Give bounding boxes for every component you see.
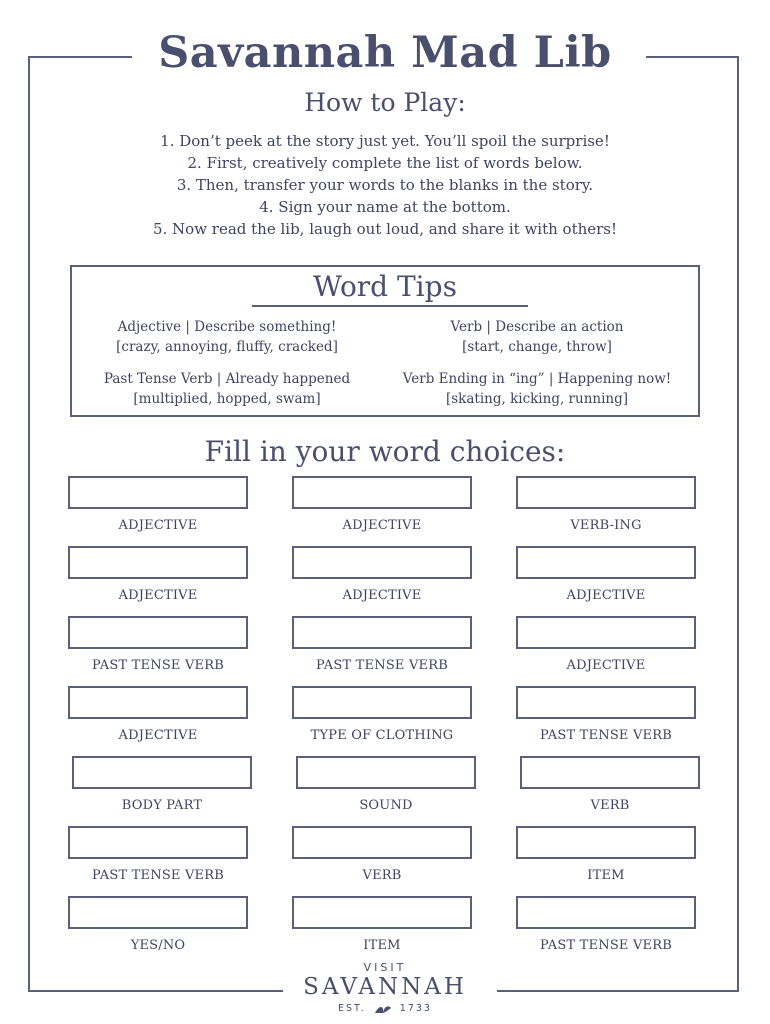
tip-examples: [skating, kicking, running] xyxy=(445,391,629,407)
tip-definition: Adjective | Describe something! xyxy=(117,319,337,335)
how-to-play-heading: How to Play: xyxy=(304,88,466,117)
word-input-label: YES/NO xyxy=(130,938,186,953)
word-tips-title: Word Tips xyxy=(313,270,457,303)
step-item: 3. Then, transfer your words to the blanks in the story. xyxy=(176,176,594,194)
word-input-box[interactable] xyxy=(520,756,700,789)
leaf-icon xyxy=(374,1004,392,1014)
step-item: 1. Don’t peek at the story just yet. You’ll spoil the surprise! xyxy=(160,132,610,150)
word-input-box[interactable] xyxy=(68,826,248,859)
word-input-label: VERB xyxy=(362,868,402,883)
word-input-label: ITEM xyxy=(587,868,625,883)
word-input-box[interactable] xyxy=(296,756,476,789)
logo-visit-text: VISIT xyxy=(363,961,407,974)
word-input-box[interactable] xyxy=(292,546,472,579)
word-input-box[interactable] xyxy=(292,476,472,509)
word-input-label: PAST TENSE VERB xyxy=(540,728,672,743)
word-input-label: VERB-ING xyxy=(570,518,642,533)
word-input-label: VERB xyxy=(590,798,630,813)
word-input-box[interactable] xyxy=(516,686,696,719)
word-input-label: ADJECTIVE xyxy=(566,658,646,673)
word-input-label: BODY PART xyxy=(121,798,203,813)
word-input-label: PAST TENSE VERB xyxy=(92,868,224,883)
step-item: 2. First, creatively complete the list of words below. xyxy=(187,154,583,172)
fill-in-heading: Fill in your word choices: xyxy=(204,435,566,468)
frame-bottom-left-line xyxy=(28,990,283,992)
step-item: 4. Sign your name at the bottom. xyxy=(259,198,511,216)
word-input-box[interactable] xyxy=(292,826,472,859)
word-input-label: ADJECTIVE xyxy=(342,588,422,603)
step-item: 5. Now read the lib, laugh out loud, and share it with others! xyxy=(152,220,618,238)
word-input-label: PAST TENSE VERB xyxy=(540,938,672,953)
frame-bottom-right-line xyxy=(497,990,739,992)
tip-definition: Verb Ending in “ing” | Happening now! xyxy=(402,371,672,387)
tip-definition: Verb | Describe an action xyxy=(450,319,624,335)
word-input-box[interactable] xyxy=(292,686,472,719)
word-input-label: PAST TENSE VERB xyxy=(92,658,224,673)
word-input-box[interactable] xyxy=(516,616,696,649)
tip-adjective xyxy=(77,317,377,357)
tip-past-tense-verb xyxy=(77,369,377,409)
word-input-label: TYPE OF CLOTHING xyxy=(310,728,454,743)
word-input-box[interactable] xyxy=(68,476,248,509)
logo-name-text: SAVANNAH xyxy=(303,974,467,1000)
word-input-box[interactable] xyxy=(516,896,696,929)
word-input-label: ADJECTIVE xyxy=(342,518,422,533)
word-input-box[interactable] xyxy=(68,546,248,579)
tip-verb xyxy=(387,317,687,357)
logo-est-label: EST. xyxy=(338,1003,366,1014)
word-input-box[interactable] xyxy=(292,896,472,929)
word-input-box[interactable] xyxy=(68,896,248,929)
word-tips-box xyxy=(70,265,700,417)
word-input-label: ADJECTIVE xyxy=(118,588,198,603)
tip-definition: Past Tense Verb | Already happened xyxy=(103,371,351,387)
word-input-label: ADJECTIVE xyxy=(566,588,646,603)
word-input-label: ITEM xyxy=(363,938,401,953)
word-input-label: ADJECTIVE xyxy=(118,518,198,533)
word-input-label: PAST TENSE VERB xyxy=(316,658,448,673)
logo-est-line xyxy=(285,1003,485,1014)
word-input-label: ADJECTIVE xyxy=(118,728,198,743)
word-tips-divider xyxy=(252,305,528,307)
word-input-box[interactable] xyxy=(72,756,252,789)
word-input-box[interactable] xyxy=(68,616,248,649)
word-input-box[interactable] xyxy=(516,546,696,579)
tip-examples: [crazy, annoying, fluffy, cracked] xyxy=(116,339,338,355)
steps-list xyxy=(0,130,770,240)
word-input-label: SOUND xyxy=(359,798,413,813)
word-input-box[interactable] xyxy=(516,826,696,859)
logo-est-year: 1733 xyxy=(399,1003,432,1014)
word-input-box[interactable] xyxy=(292,616,472,649)
word-input-box[interactable] xyxy=(516,476,696,509)
tip-verb-ing xyxy=(387,369,687,409)
page-title: Savannah Mad Lib xyxy=(158,28,612,78)
tip-examples: [multiplied, hopped, swam] xyxy=(133,391,321,407)
word-input-box[interactable] xyxy=(68,686,248,719)
tip-examples: [start, change, throw] xyxy=(462,339,612,355)
